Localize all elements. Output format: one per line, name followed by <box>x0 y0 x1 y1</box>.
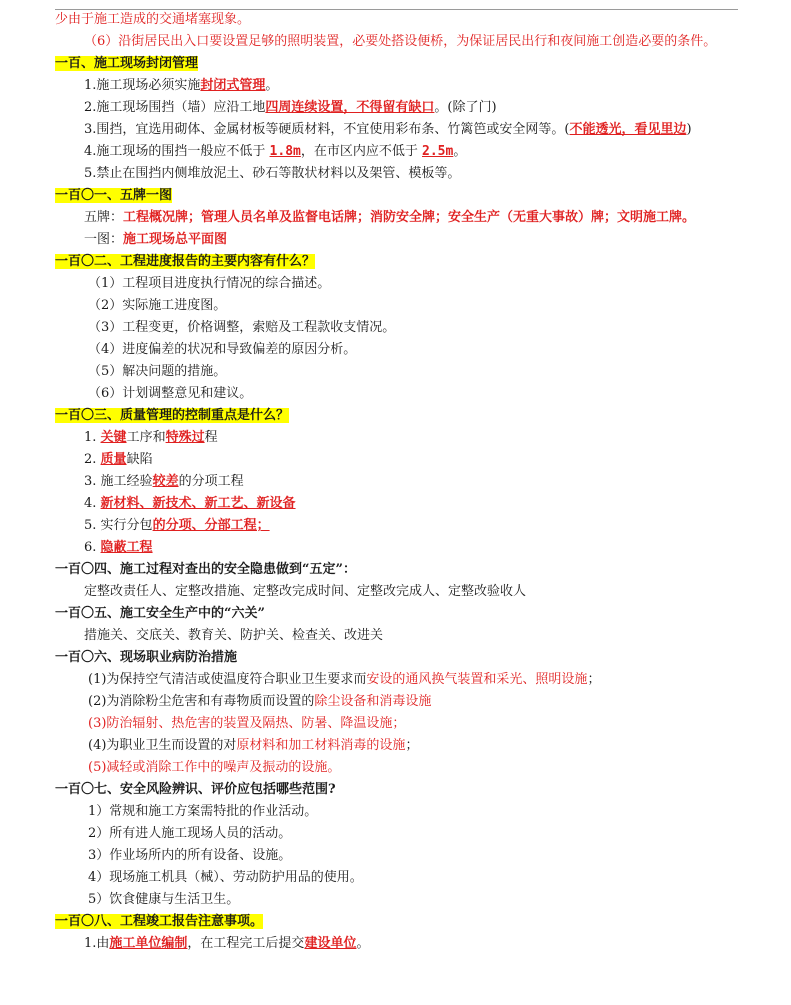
s103-i1-text: 工序和 <box>126 430 166 445</box>
s100-i4-value-2: 2.5m <box>422 144 454 159</box>
s103-item-5 <box>0 515 791 537</box>
section-105-title: 一百〇五、施工安全生产中的“六关” <box>55 606 265 621</box>
section-104-title: 一百〇四、施工过程对查出的安全隐患做到“五定”： <box>55 562 356 577</box>
s100-i3-text: 3.围挡，宜选用砌体、金属材板等硬质材料，不宜使用彩布条、竹篱笆或安全网等。( <box>84 122 570 137</box>
s100-i1-text: 1.施工现场必须实施 <box>84 78 201 93</box>
s106-i4-text: (4)为职业卫生而设置的对 <box>88 738 237 753</box>
section-106-title: 一百〇六、现场职业病防治措施 <box>55 650 238 665</box>
s100-i4-text: 4.施工现场的围挡一般应不低于 <box>84 144 270 159</box>
s103-i1-num: 1. <box>84 430 101 445</box>
s103-i3-key: 较差 <box>152 474 179 489</box>
s101-five-signs <box>0 207 791 229</box>
s103-item-1 <box>0 427 791 449</box>
s103-i2-text: 缺陷 <box>126 452 153 467</box>
s103-item-2 <box>0 449 791 471</box>
s103-i6-key: 隐蔽工程 <box>100 540 153 555</box>
section-100-title: 一百、施工现场封闭管理 <box>55 56 199 71</box>
s106-i2-text: (2)为消除粉尘危害和有毒物质而设置的 <box>88 694 315 709</box>
s106-i4-end: ； <box>405 738 419 753</box>
s105-text: 措施关、交底关、教育关、防护关、检查关、改进关 <box>84 628 384 643</box>
s107-item: 2）所有进人施工现场人员的活动。 <box>88 826 292 841</box>
s103-i5-text: 实行分包 <box>100 518 153 533</box>
s103-i1-key-1: 关键 <box>100 430 127 445</box>
s107-item: 3）作业场所内的所有设备、设施。 <box>88 848 292 863</box>
s100-i2-key: 四周连续设置，不得留有缺口 <box>265 100 435 115</box>
s101-one-label: 一图： <box>84 232 124 247</box>
s106-i2-key: 除尘设备和消毒设施 <box>314 694 432 709</box>
s103-item-6 <box>0 537 791 559</box>
s106-i1-end: ； <box>587 672 601 687</box>
s101-one-map <box>0 229 791 251</box>
s106-i1-text: (1)为保持空气清洁或使温度符合职业卫生要求而 <box>88 672 367 687</box>
s103-i2-num: 2. <box>84 452 101 467</box>
s101-five-label: 五牌： <box>84 210 124 225</box>
s108-i1-text: 1.由 <box>84 936 110 951</box>
s107-item: 4）现场施工机具（械）、劳动防护用品的使用。 <box>88 870 363 885</box>
s103-i3-text: 施工经验 <box>100 474 153 489</box>
s106-i1-key: 安设的通风换气装置和采光、照明设施 <box>366 672 588 687</box>
s108-i1-mid: ，在工程完工后提交 <box>187 936 305 951</box>
s103-item-3 <box>0 471 791 493</box>
s106-item-3: (3)防治辐射、热危害的装置及隔热、防暑、降温设施； <box>88 716 406 731</box>
section-107-title: 一百〇七、安全风险辨识、评价应包括哪些范围? <box>55 782 336 797</box>
s103-i5-key: 的分项、分部工程； <box>152 518 270 533</box>
s103-i5-num: 5. <box>84 518 101 533</box>
s106-item-1 <box>0 669 791 691</box>
s103-i2-key: 质量 <box>100 452 127 467</box>
s108-i1-key-1: 施工单位编制 <box>109 936 188 951</box>
s106-item-2 <box>0 691 791 713</box>
s100-i4-end: 。 <box>453 144 467 159</box>
s100-i2-text: 2.施工现场围挡（墙）应沿工地 <box>84 100 266 115</box>
section-101-title: 一百〇一、五牌一图 <box>55 188 173 203</box>
s102-item: （1）工程项目进度执行情况的综合描述。 <box>88 276 331 291</box>
s103-i1-end: 程 <box>204 430 218 445</box>
s100-item-5: 5.禁止在围挡内侧堆放泥土、砂石等散状材料以及架管、模板等。 <box>84 166 461 181</box>
s108-i1-key-2: 建设单位 <box>304 936 357 951</box>
s100-item-1 <box>0 75 791 97</box>
s102-item: （6）计划调整意见和建议。 <box>88 386 253 401</box>
s100-i3-end: ) <box>686 122 692 137</box>
s103-i1-key-2: 特殊过 <box>165 430 205 445</box>
s100-i4-value-1: 1.8m <box>269 144 301 159</box>
s101-one-value: 施工现场总平面图 <box>123 232 228 247</box>
section-103-heading <box>0 405 791 427</box>
s106-item-5: (5)减轻或消除工作中的噪声及振动的设施。 <box>88 760 341 775</box>
s100-i4-mid: ，在市区内应不低于 <box>300 144 422 159</box>
document-page <box>0 9 791 955</box>
s100-item-4 <box>0 141 791 163</box>
s106-item-4 <box>0 735 791 757</box>
s101-five-value: 工程概况牌；管理人员名单及监督电话牌；消防安全牌；安全生产（无重大事故）牌；文明施工牌。 <box>123 210 696 225</box>
s108-i1-end: 。 <box>356 936 370 951</box>
section-103-title: 一百〇三、质量管理的控制重点是什么？ <box>55 408 290 423</box>
s102-item: （4）进度偏差的状况和导致偏差的原因分析。 <box>88 342 357 357</box>
s103-i6-num: 6. <box>84 540 101 555</box>
s102-item: （5）解决问题的措施。 <box>88 364 227 379</box>
section-100-heading <box>0 53 791 75</box>
s103-i4-key: 新材料、新技术、新工艺、新设备 <box>100 496 296 511</box>
section-108-title: 一百〇八、工程竣工报告注意事项。 <box>55 914 264 929</box>
s103-i4-num: 4. <box>84 496 101 511</box>
s102-item: （3）工程变更，价格调整，索赔及工程款收支情况。 <box>88 320 396 335</box>
section-102-title: 一百〇二、工程进度报告的主要内容有什么？ <box>55 254 316 269</box>
section-102-heading <box>0 251 791 273</box>
s103-i3-num: 3. <box>84 474 101 489</box>
s100-item-3 <box>0 119 791 141</box>
s107-item: 5）饮食健康与生活卫生。 <box>88 892 240 907</box>
s103-item-4 <box>0 493 791 515</box>
s100-i1-key: 封闭式管理 <box>200 78 266 93</box>
s108-item-1 <box>0 933 791 955</box>
s100-i1-end: 。 <box>265 78 279 93</box>
intro-line-1: 少由于施工造成的交通堵塞现象。 <box>55 12 251 27</box>
s100-i3-key: 不能透光，看见里边 <box>569 122 687 137</box>
s107-item: 1）常规和施工方案需特批的作业活动。 <box>88 804 318 819</box>
section-101-heading <box>0 185 791 207</box>
section-108-heading <box>0 911 791 933</box>
s100-i2-end: 。(除了门) <box>434 100 497 115</box>
intro-line-2: （6）沿街居民出入口要设置足够的照明装置，必要处搭设便桥，为保证居民出行和夜间施工创造必要的条件。 <box>84 34 717 49</box>
s102-item: （2）实际施工进度图。 <box>88 298 227 313</box>
s104-text: 定整改责任人、定整改措施、定整改完成时间、定整改完成人、定整改验收人 <box>84 584 527 599</box>
s100-item-2 <box>0 97 791 119</box>
s103-i3-end: 的分项工程 <box>178 474 244 489</box>
s106-i4-key: 原材料和加工材料消毒的设施 <box>236 738 406 753</box>
